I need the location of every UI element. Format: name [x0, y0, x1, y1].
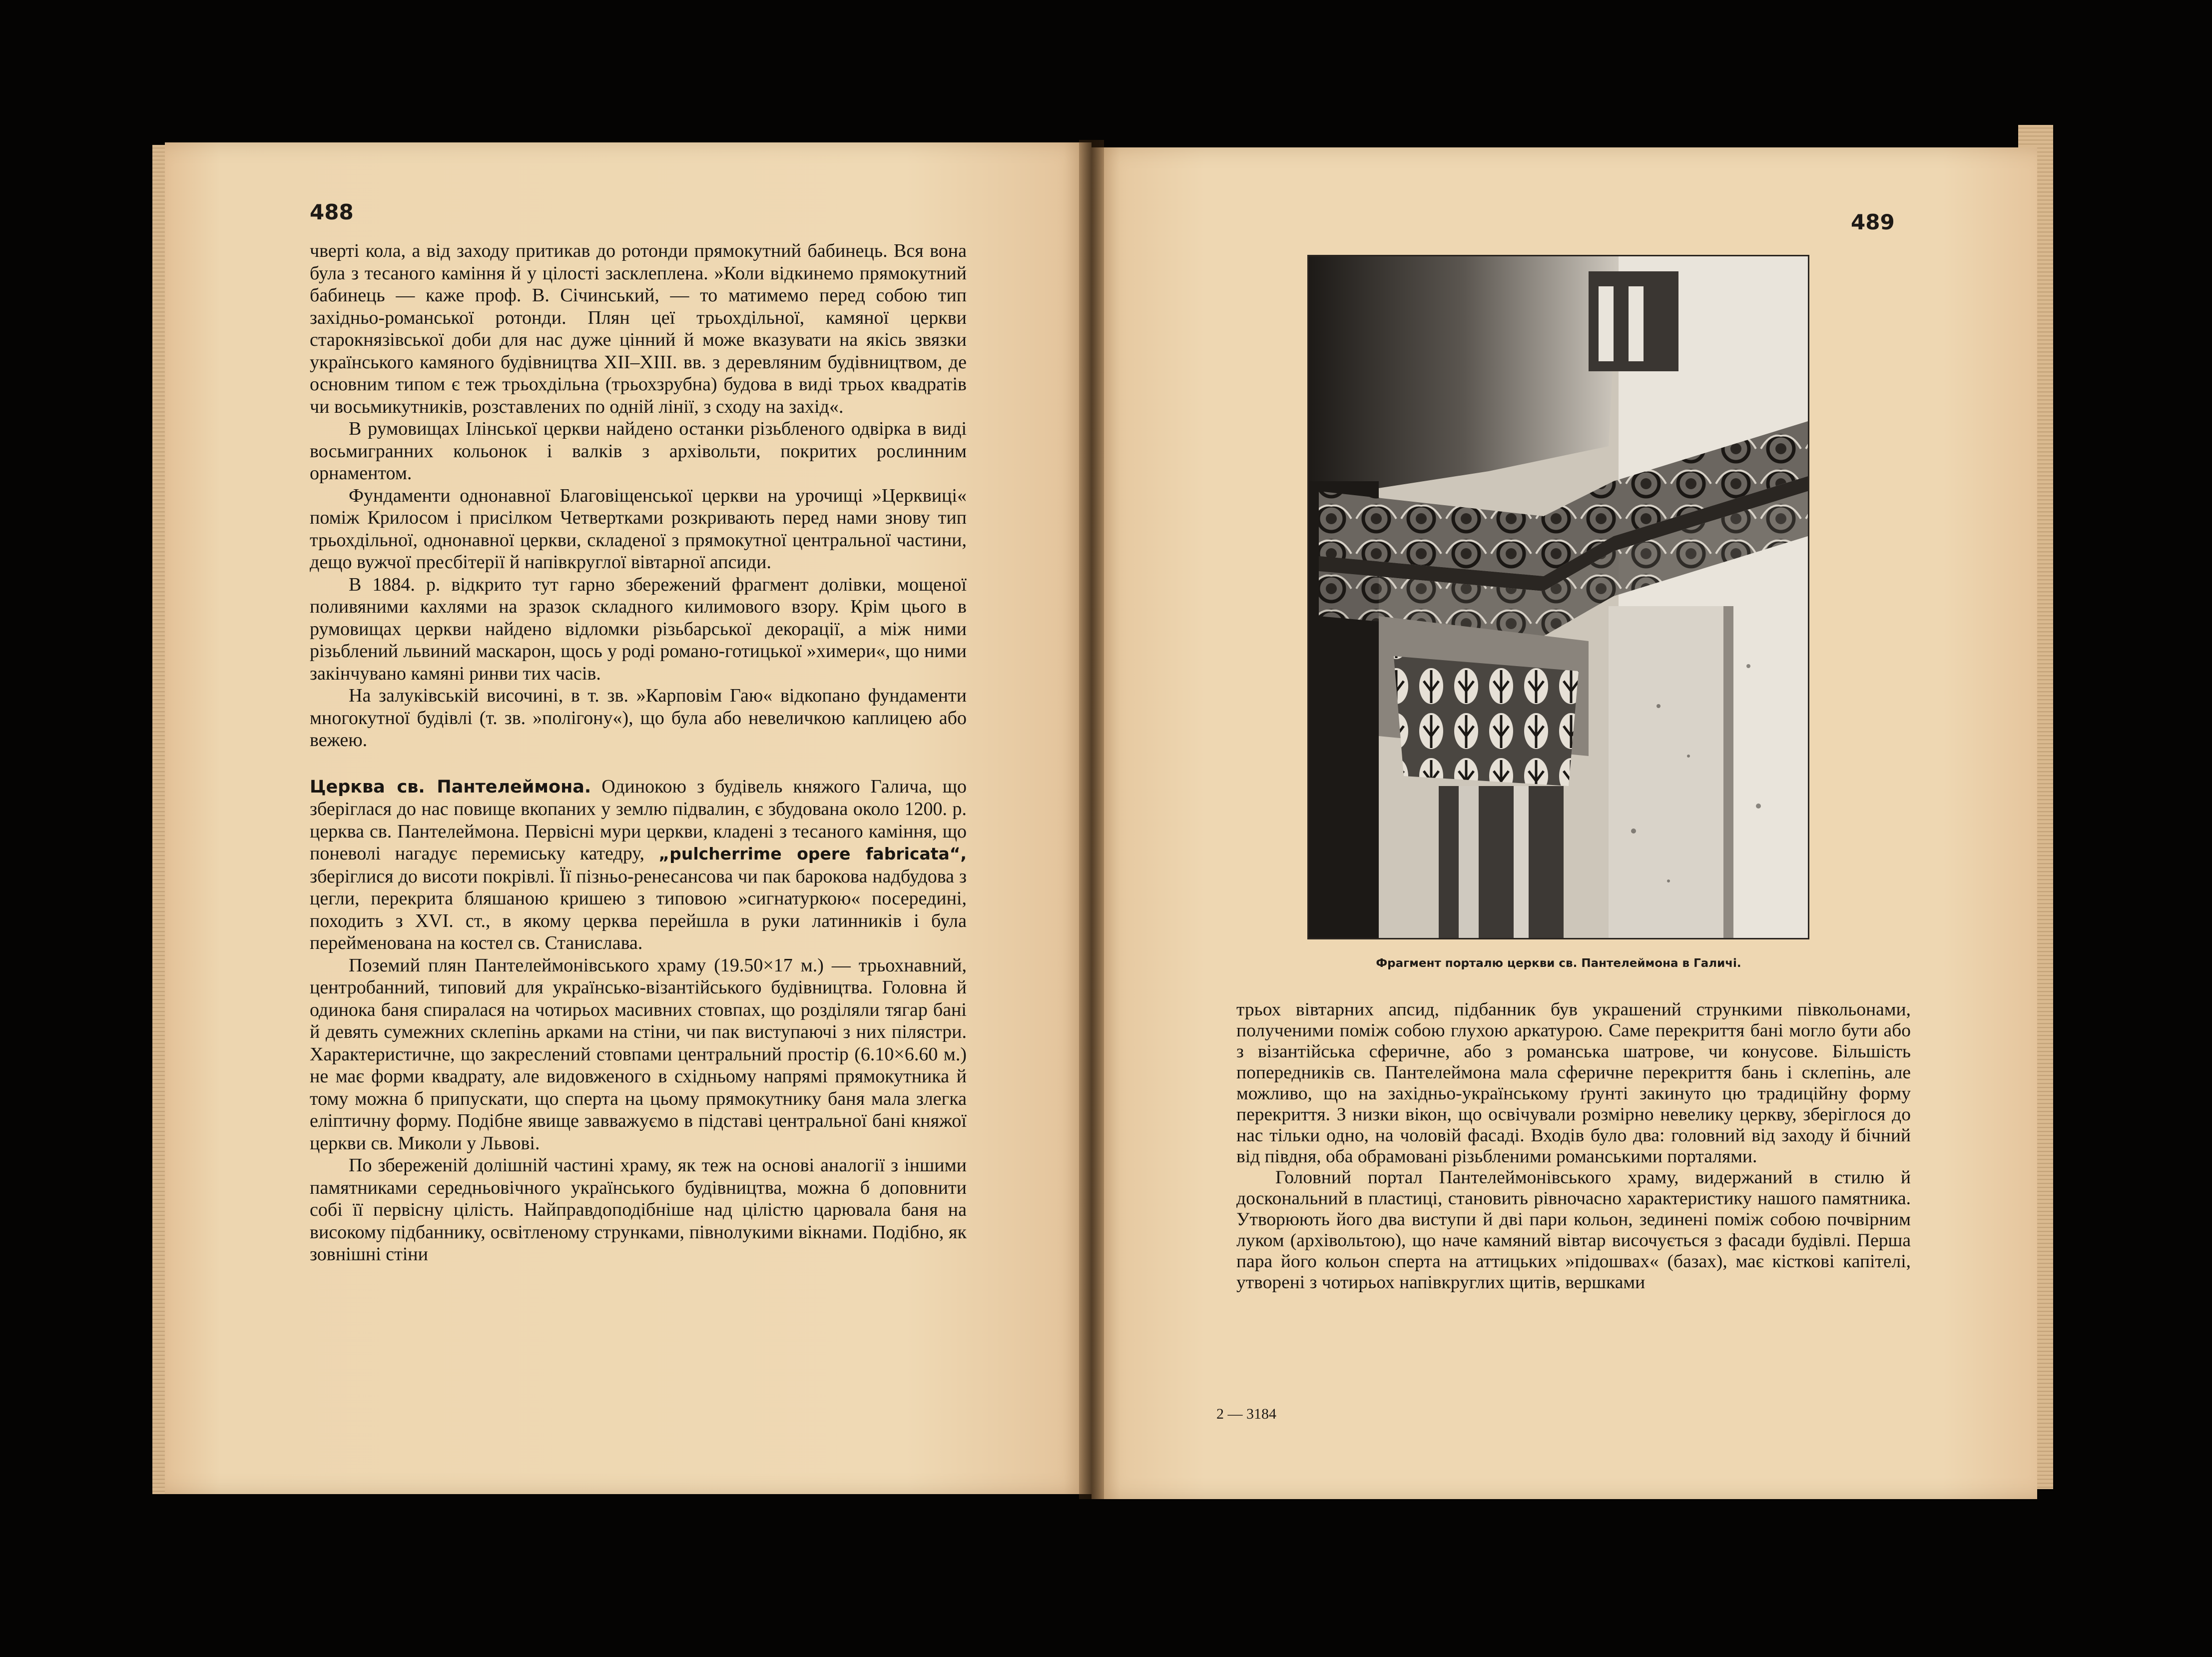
right-page [1092, 147, 2037, 1499]
paragraph: На залуківській височині, в т. зв. »Карповім Гаю« відкопано фундаменти многокутної будівлі (т. зв. »полігону«), що була або невеличкою каплицею або вежею. [310, 685, 967, 751]
left-text-column [310, 240, 967, 1266]
section-heading: Церква св. Пантелеймона. [310, 777, 591, 797]
figure-caption: Фрагмент порталю церкви св. Пантелеймона в Галичі. [1376, 957, 1741, 970]
paragraph-text: Одинокою з будівель княжого Галича, що зберіглася до нас повище вкопаних у землю підвалин, є збудована около 1200. р. церква св. Пантелеймона. Первісні мури церкви, кладені з тесаного каміння, що поневолі нагадує перемиську катедру, [310, 776, 967, 864]
paragraph: По збереженій долішній частині храму, як теж на основі аналогії з іншими памятниками середньовічного українського будівництва, можна б доповнити собі її первісну цілість. Найправдоподібніше над цілістю царювала баня на високому підбаннику, освітленому струнками, півнолукими вікнами. Подібно, як зовнішні стіни [310, 1155, 967, 1265]
portal-photo [1307, 255, 1809, 939]
printer-signature: 2 — 3184 [1216, 1406, 1276, 1422]
page-number: 489 [1851, 210, 1895, 234]
paragraph: трьох вівтарних апсид, підбанник був украшений стрункими півкольонами, полученими поміж собою глухою аркатурою. Саме перекриття бані могло бути або з візантійська сферичне, або з романська шатрове, чи конусове. Більшість попередників св. Пантелеймона мала сферичне перекриття бань і склепінь, але можливо, що на західньо-українському ґрунті закинуто цю традиційну форму перекриття. З низки вікон, що освічували розмірно невелику церкву, зберіглося до нас тільки одно, на чоловій фасаді. Входів було два: головний від заходу й бічний від півдня, оба обрамовані різьбленими романськими порталями. [1236, 999, 1911, 1167]
latin-quote: „pulcherrime opere fabricata“, [658, 844, 967, 863]
paragraph: чверті кола, а від заходу притикав до ротонди прямокутний бабинець. Вся вона була з тесаного каміння й у цілості засклеплена. »Коли відкинемо прямокутний бабинець — каже проф. В. Січинський, — то матимемо перед собою тип західньо-романської ротонди. Плян цеї трьохдільної, камяної церкви старокнязівської доби для нас дуже цінний й може вказувати на якісь звязки українського камяного будівництва XII–XIII. вв. з деревляним будівництвом, де основним типом є теж трьохдільна (трьохзрубна) будова в виді трьох квадратів чи восьмикутників, розставлених по одній лінії, з сходу на захід«. [310, 240, 967, 417]
paragraph: В румовищах Ілінської церкви найдено останки різьбленого одвірка в виді восьмигранних кольонок і валків з архівольти, покритих рослинним орнаментом. [310, 418, 967, 484]
paragraph: В 1884. р. відкрито тут гарно збережений фрагмент долівки, мощеної поливяними кахлями на зразок складного килимового взору. Крім цього в румовищах церкви найдено відломки різьбарської декорації, а між ними різьблений львиний маскарон, щось у роді романо-готицької »химери«, що ними закінчувано камяні ринви тих часів. [310, 574, 967, 684]
left-page [165, 142, 1092, 1494]
page-number: 488 [310, 200, 354, 224]
book-gutter [1079, 140, 1104, 1499]
paragraph-text: зберіглися до висоти покрівлі. Її пізньо-ренесансова чи пак барокова надбудова з цегли, перекрита бляшаною кришею з типовою »сигнатуркою« посередині, походить з XVI. ст., в якому церква перейшла в руки латинників і була перейменована на костел св. Станислава. [310, 865, 967, 953]
paragraph: Фундаменти однонавної Благовіщенської церкви на урочищі »Церквиці« поміж Крилосом і присілком Четвертками розкривають перед нами знову тип трьохдільної, однонавної церкви, складеної з прямокутної центральної частини, дещо вужчої пресбітерії й напівкруглої вівтарної апсиди. [310, 485, 967, 573]
right-text-column [1236, 999, 1911, 1293]
portal-capital-image [1309, 256, 1808, 938]
paragraph: Поземий плян Пантелеймонівського храму (19.50×17 м.) — трьохнавний, центробанний, типовий для українсько-візантійського будівництва. Головна й одинока баня спиралася на чотирьох масивних стовпах, що розділяли тягар бані й девять сумежних склепінь арками на стіни, чи пак виступаючі з них пілястри. Характеристичне, що закреслений стовпами центральний простір (6.10×6.60 м.) не має форми квадрату, але видовженого в східньому напрямі прямокутника й тому можна б припускати, що сперта на цьому прямокутнику баня мала злегка еліптичну форму. Подібне явище завважуємо в підставі центральної бані княжої церкви св. Миколи у Львові. [310, 954, 967, 1154]
paragraph: Головний портал Пантелеймонівського храму, видержаний в стилю й доскональний в пластиці, становить рівночасно характеристику нашого памятника. Утворюють його два виступи й дві пари кольон, зединені поміж собою почвірним луком (архівольтою), що наче камяний вівтар височується з фасади будівлі. Перша пара його кольон сперта на аттицьких »підошвах« (базах), має кісткові капітелі, утворені з чотирьох напівкруглих щитів, вершками [1236, 1167, 1911, 1293]
section-paragraph [310, 776, 967, 954]
